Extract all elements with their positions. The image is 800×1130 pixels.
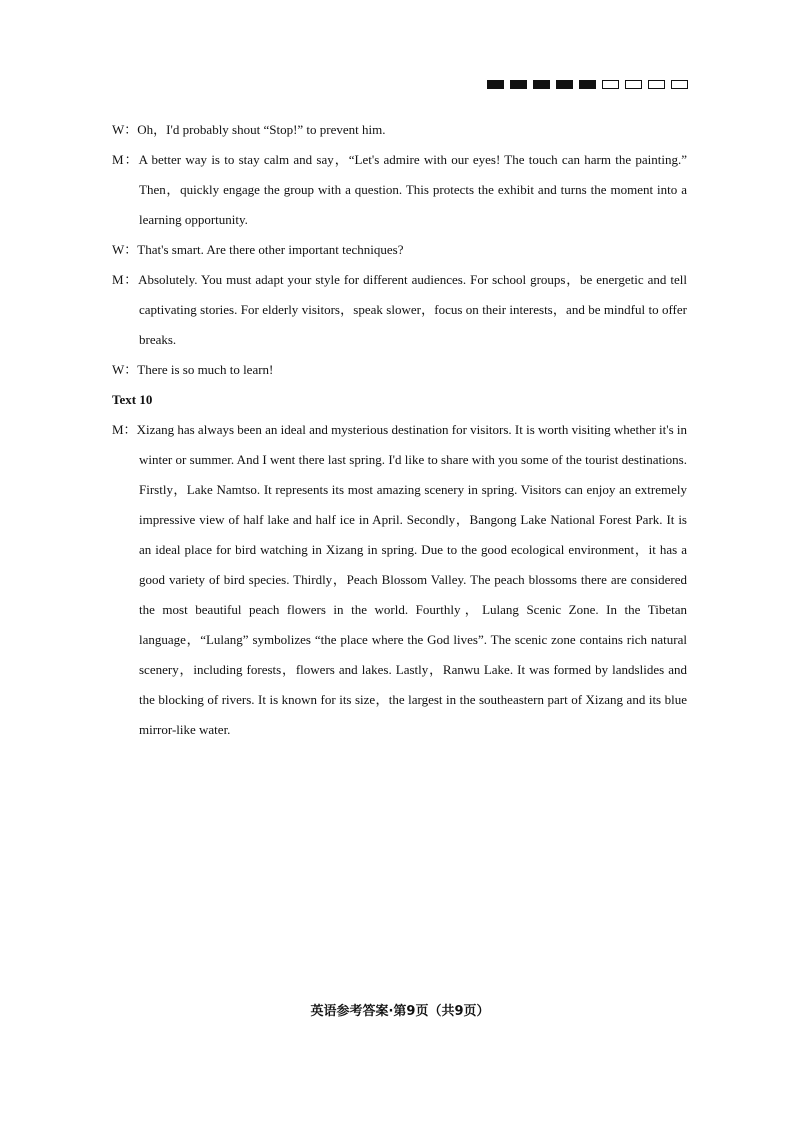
speaker-label: M： [112, 152, 139, 167]
dialogue-text: Absolutely. You must adapt your style for different audiences. For school groups，be energetic and tell captivating stories. For elderly visitors，speak slower，focus on their interests，and be mindful to offer breaks. [138, 272, 687, 347]
speaker-label: W： [112, 122, 138, 137]
dialogue-text: Oh，I'd probably shout “Stop!” to prevent him. [137, 122, 386, 137]
progress-square-filled [487, 80, 504, 89]
transcript-content [112, 115, 687, 745]
speaker-label: M： [112, 272, 139, 287]
progress-square-filled [510, 80, 527, 89]
page-progress-indicator [487, 80, 688, 89]
progress-square-filled [579, 80, 596, 89]
monologue-paragraph [112, 415, 687, 745]
progress-square-filled [556, 80, 573, 89]
progress-square-empty [648, 80, 665, 89]
speaker-label: M： [112, 422, 137, 437]
dialogue-text: A better way is to stay calm and say，“Let's admire with our eyes! The touch can harm the painting.” Then，quickly engage the group with a question. This protects the exhibit and turns the moment into a learning opportunity. [138, 152, 687, 227]
dialogue-line [112, 145, 687, 235]
progress-square-filled [533, 80, 550, 89]
page-footer: 英语参考答案·第9页（共9页） [310, 1004, 490, 1019]
dialogue-text: There is so much to learn! [137, 362, 274, 377]
dialogue-line [112, 265, 687, 355]
speaker-label: W： [112, 242, 138, 257]
progress-square-empty [671, 80, 688, 89]
dialogue-line [112, 115, 687, 145]
section-heading: Text 10 [112, 392, 153, 407]
monologue-text: Xizang has always been an ideal and mysterious destination for visitors. It is worth visiting whether it's in winter or summer. And I went there last spring. I'd like to share with you some of the tourist destinations. Firstly，Lake Namtso. It represents its most amazing scenery in spring. Visitors can enjoy an extremely impressive view of half lake and half ice in April. Secondly，Bangong Lake National Forest Park. It is an ideal place for bird watching in Xizang in spring. Due to the good ecological environment，it has a good variety of bird species. Thirdly，Peach Blossom Valley. The peach blossoms there are considered the most beautiful peach flowers in the world. Fourthly，Lulang Scenic Zone. In the Tibetan language，“Lulang” symbolizes “the place where the God lives”. The scenic zone contains rich natural scenery，including forests，flowers and lakes. Lastly，Ranwu Lake. It was formed by landslides and the blocking of rivers. It is known for its size，the largest in the southeastern part of Xizang and its blue mirror-like water. [136, 422, 687, 737]
progress-square-empty [625, 80, 642, 89]
dialogue-text: That's smart. Are there other important techniques? [137, 242, 404, 257]
progress-square-empty [602, 80, 619, 89]
speaker-label: W： [112, 362, 138, 377]
dialogue-line [112, 355, 687, 385]
dialogue-line [112, 235, 687, 265]
